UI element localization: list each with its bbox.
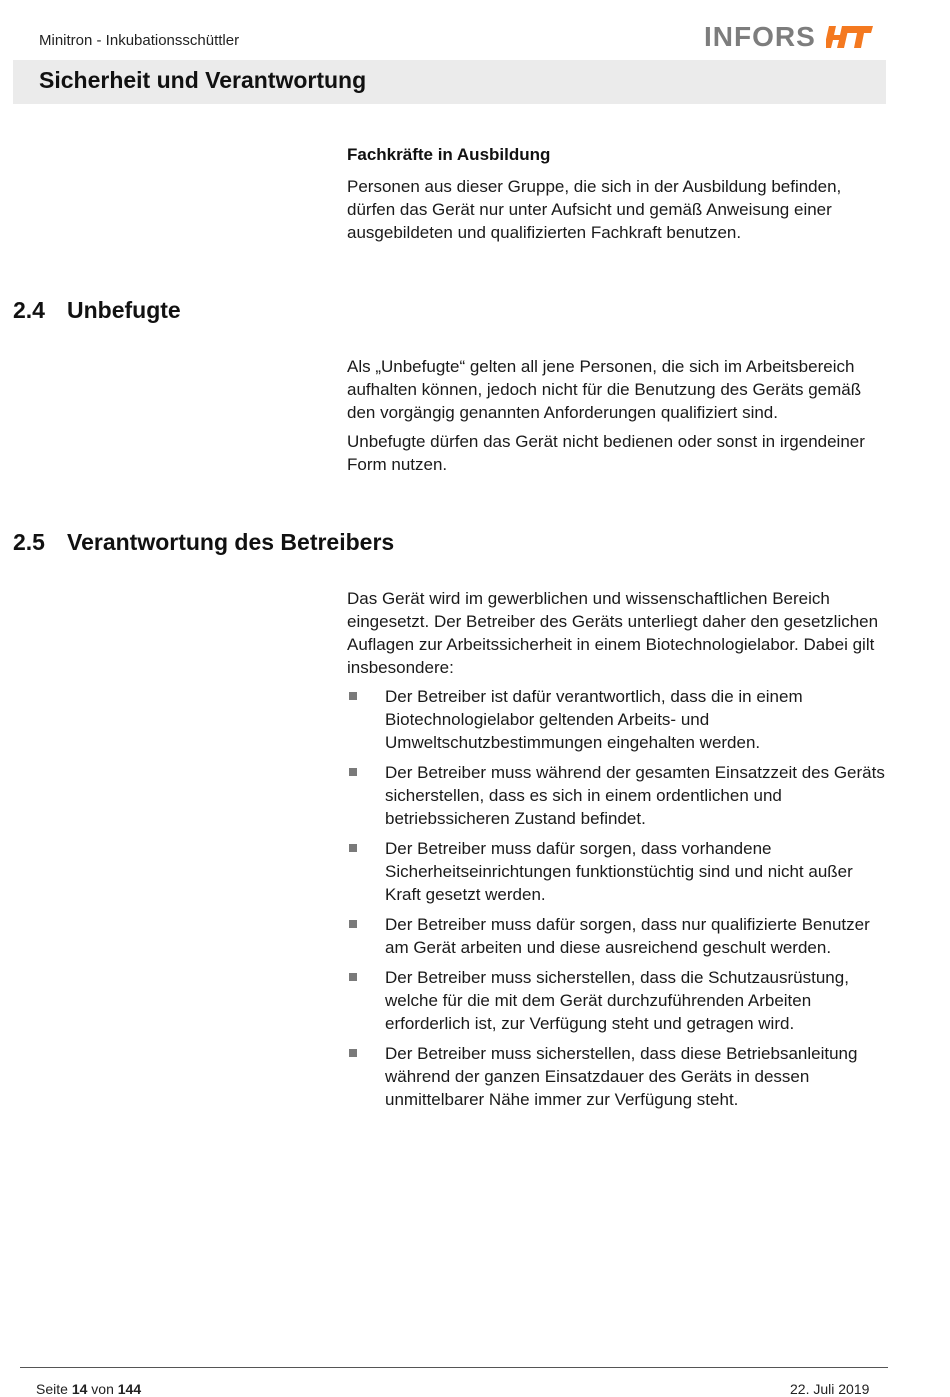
trainees-heading: Fachkräfte in Ausbildung (347, 145, 551, 164)
square-bullet-icon (349, 1049, 357, 1057)
ht-logo-mark (826, 24, 874, 50)
list-item (347, 913, 892, 959)
list-item (347, 761, 892, 830)
page-total: 144 (117, 1381, 142, 1397)
square-bullet-icon (349, 844, 357, 852)
chapter-title: Sicherheit und Verantwortung (39, 67, 367, 93)
list-item-text: Der Betreiber muss dafür sorgen, dass vorhandene Sicherheitseinrichtungen funktionstüchtig sind und nicht außer Kraft gesetzt werden. (385, 839, 853, 904)
square-bullet-icon (349, 920, 357, 928)
list-item-text: Der Betreiber muss sicherstellen, dass die Schutzausrüstung, welche für die mit dem Gerät durchzuführenden Arbeiten erforderlich ist, zur Verfügung steht und getragen wird. (385, 968, 849, 1033)
section-number: 2.5 (13, 529, 45, 555)
list-item-text: Der Betreiber muss dafür sorgen, dass nur qualifizierte Benutzer am Gerät arbeiten und diese ausreichend geschult werden. (385, 915, 870, 957)
list-item (347, 966, 892, 1035)
list-item-text: Der Betreiber muss während der gesamten Einsatzzeit des Geräts sicherstellen, dass es sich in einem ordentlichen und betriebssicheren Zustand befindet. (385, 763, 885, 828)
page-word: Seite (36, 1381, 68, 1397)
square-bullet-icon (349, 768, 357, 776)
footer-divider (20, 1367, 888, 1368)
trainees-paragraph: Personen aus dieser Gruppe, die sich in der Ausbildung befinden, dürfen das Gerät nur unter Aufsicht und gemäß Anweisung einer ausgebildeten und qualifizierten Fachkraft benutzen. (347, 177, 842, 242)
list-item (347, 1042, 892, 1111)
operator-intro-paragraph: Das Gerät wird im gewerblichen und wissenschaftlichen Bereich eingesetzt. Der Betreiber des Geräts unterliegt daher den gesetzlichen Auflagen zur Arbeitssicherheit in einem Biotechnologielabor. Dabei gilt insbesondere: (347, 589, 879, 677)
list-item-text: Der Betreiber ist dafür verantwortlich, dass die in einem Biotechnologielabor geltenden Arbeits- und Umweltschutzbestimmungen eingehalten werden. (385, 687, 803, 752)
unauthorized-paragraph-2: Unbefugte dürfen das Gerät nicht bedienen oder sonst in irgendeiner Form nutzen. (347, 432, 865, 474)
document-subtitle: Minitron - Inkubationsschüttler (39, 32, 240, 49)
section-heading-2-4 (13, 297, 181, 324)
list-item-text: Der Betreiber muss sicherstellen, dass diese Betriebsanleitung während der ganzen Einsatzdauer des Geräts in dessen unmittelbarer Nähe immer zur Verfügung steht. (385, 1044, 858, 1109)
infors-ht-logo (704, 22, 874, 52)
square-bullet-icon (349, 973, 357, 981)
of-word: von (91, 1381, 114, 1397)
logo-text: INFORS (704, 21, 816, 52)
section-title: Unbefugte (67, 297, 181, 323)
section-heading-2-5 (13, 529, 394, 556)
document-date: 22. Juli 2019 (790, 1381, 870, 1397)
unauthorized-paragraph-1: Als „Unbefugte“ gelten all jene Personen, die sich im Arbeitsbereich aufhalten können, jedoch nicht für die Benutzung des Geräts gemäß den vorgängig genannten Anforderungen qualifiziert sind. (347, 357, 862, 422)
page-number (36, 1381, 141, 1397)
section-title: Verantwortung des Betreibers (67, 529, 395, 555)
list-item (347, 837, 892, 906)
operator-responsibility-list (347, 685, 892, 1118)
list-item (347, 685, 892, 754)
page-current: 14 (71, 1381, 88, 1397)
section-number: 2.4 (13, 297, 45, 323)
square-bullet-icon (349, 692, 357, 700)
